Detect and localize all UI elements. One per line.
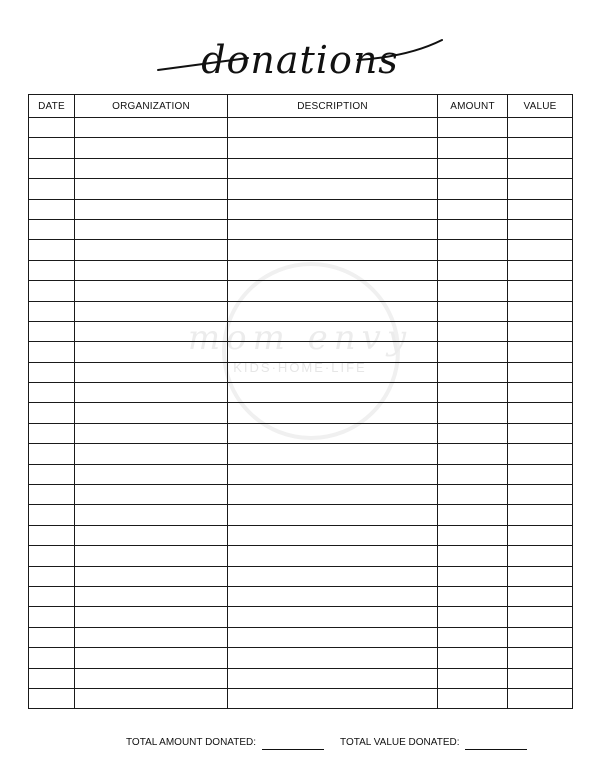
table-row [29,219,573,239]
value-cell[interactable] [508,383,573,403]
value-cell[interactable] [508,301,573,321]
organization-cell[interactable] [75,688,228,708]
value-cell[interactable] [508,688,573,708]
table-row [29,281,573,301]
date-cell[interactable] [29,423,75,443]
organization-cell[interactable] [75,158,228,178]
organization-cell[interactable] [75,321,228,341]
table-row [29,342,573,362]
donations-table [28,94,573,709]
amount-cell[interactable] [438,627,508,647]
organization-cell[interactable] [75,668,228,688]
date-cell[interactable] [29,607,75,627]
amount-cell[interactable] [438,281,508,301]
organization-cell[interactable] [75,362,228,382]
table-row [29,158,573,178]
amount-cell[interactable] [438,138,508,158]
description-cell[interactable] [228,321,438,341]
value-cell[interactable] [508,444,573,464]
date-cell[interactable] [29,301,75,321]
table-row [29,525,573,545]
organization-cell[interactable] [75,219,228,239]
description-cell[interactable] [228,301,438,321]
amount-cell[interactable] [438,546,508,566]
organization-cell[interactable] [75,179,228,199]
value-cell[interactable] [508,505,573,525]
table-row [29,383,573,403]
amount-cell[interactable] [438,118,508,138]
organization-cell[interactable] [75,444,228,464]
table-row [29,464,573,484]
organization-cell[interactable] [75,586,228,606]
value-cell[interactable] [508,321,573,341]
amount-cell[interactable] [438,444,508,464]
amount-cell[interactable] [438,668,508,688]
page-title: donations [201,38,399,82]
amount-cell[interactable] [438,607,508,627]
value-cell[interactable] [508,668,573,688]
value-cell[interactable] [508,403,573,423]
table-row [29,546,573,566]
description-cell[interactable] [228,260,438,280]
description-cell[interactable] [228,158,438,178]
table-row [29,627,573,647]
date-cell[interactable] [29,383,75,403]
date-cell[interactable] [29,199,75,219]
amount-cell[interactable] [438,464,508,484]
table-row [29,138,573,158]
description-cell[interactable] [228,525,438,545]
value-cell[interactable] [508,281,573,301]
amount-cell[interactable] [438,301,508,321]
table-row [29,321,573,341]
date-cell[interactable] [29,158,75,178]
value-cell[interactable] [508,219,573,239]
date-cell[interactable] [29,179,75,199]
description-cell[interactable] [228,607,438,627]
table-row [29,607,573,627]
description-cell[interactable] [228,423,438,443]
organization-cell[interactable] [75,485,228,505]
date-cell[interactable] [29,586,75,606]
date-cell[interactable] [29,546,75,566]
date-cell[interactable] [29,688,75,708]
organization-cell[interactable] [75,648,228,668]
organization-cell[interactable] [75,403,228,423]
description-cell[interactable] [228,485,438,505]
description-cell[interactable] [228,668,438,688]
organization-cell[interactable] [75,607,228,627]
table-row [29,118,573,138]
value-cell[interactable] [508,485,573,505]
table-row [29,566,573,586]
amount-cell[interactable] [438,485,508,505]
amount-cell[interactable] [438,566,508,586]
description-cell[interactable] [228,240,438,260]
value-cell[interactable] [508,158,573,178]
date-cell[interactable] [29,464,75,484]
date-cell[interactable] [29,525,75,545]
date-cell[interactable] [29,566,75,586]
organization-cell[interactable] [75,240,228,260]
organization-cell[interactable] [75,566,228,586]
description-cell[interactable] [228,403,438,423]
organization-cell[interactable] [75,260,228,280]
value-cell[interactable] [508,240,573,260]
date-cell[interactable] [29,240,75,260]
amount-cell[interactable] [438,260,508,280]
table-row [29,485,573,505]
table-row [29,240,573,260]
value-cell[interactable] [508,260,573,280]
organization-cell[interactable] [75,627,228,647]
value-cell[interactable] [508,138,573,158]
amount-cell[interactable] [438,688,508,708]
organization-cell[interactable] [75,342,228,362]
value-cell[interactable] [508,464,573,484]
description-cell[interactable] [228,219,438,239]
value-cell[interactable] [508,607,573,627]
column-header-amount: AMOUNT [438,95,508,118]
organization-cell[interactable] [75,423,228,443]
totals-footer [126,734,527,750]
table-row [29,362,573,382]
organization-cell[interactable] [75,118,228,138]
total-value-label: TOTAL VALUE DONATED: [340,737,460,748]
organization-cell[interactable] [75,546,228,566]
column-header-organization: ORGANIZATION [75,95,228,118]
amount-cell[interactable] [438,219,508,239]
description-cell[interactable] [228,281,438,301]
table-row [29,179,573,199]
value-cell[interactable] [508,586,573,606]
description-cell[interactable] [228,138,438,158]
organization-cell[interactable] [75,281,228,301]
total-amount-label: TOTAL AMOUNT DONATED: [126,737,257,748]
description-cell[interactable] [228,444,438,464]
date-cell[interactable] [29,362,75,382]
value-cell[interactable] [508,546,573,566]
table-row [29,403,573,423]
date-cell[interactable] [29,342,75,362]
table-row [29,688,573,708]
amount-cell[interactable] [438,648,508,668]
value-cell[interactable] [508,627,573,647]
value-cell[interactable] [508,362,573,382]
watermark-logo: mom envy [187,318,413,358]
description-cell[interactable] [228,179,438,199]
date-cell[interactable] [29,505,75,525]
date-cell[interactable] [29,219,75,239]
value-cell[interactable] [508,118,573,138]
table-row [29,648,573,668]
description-cell[interactable] [228,566,438,586]
amount-cell[interactable] [438,423,508,443]
date-cell[interactable] [29,627,75,647]
total-value-field[interactable] [465,737,527,750]
column-header-date: DATE [29,95,75,118]
table-body [29,118,573,709]
amount-cell[interactable] [438,383,508,403]
column-header-value: VALUE [508,95,573,118]
date-cell[interactable] [29,668,75,688]
table-row [29,586,573,606]
amount-cell[interactable] [438,321,508,341]
date-cell[interactable] [29,260,75,280]
description-cell[interactable] [228,586,438,606]
date-cell[interactable] [29,403,75,423]
description-cell[interactable] [228,627,438,647]
description-cell[interactable] [228,118,438,138]
date-cell[interactable] [29,118,75,138]
amount-cell[interactable] [438,525,508,545]
column-header-description: DESCRIPTION [228,95,438,118]
value-cell[interactable] [508,179,573,199]
amount-cell[interactable] [438,362,508,382]
amount-cell[interactable] [438,403,508,423]
organization-cell[interactable] [75,383,228,403]
value-cell[interactable] [508,342,573,362]
organization-cell[interactable] [75,138,228,158]
date-cell[interactable] [29,281,75,301]
total-amount-field[interactable] [262,737,324,750]
amount-cell[interactable] [438,179,508,199]
organization-cell[interactable] [75,505,228,525]
value-cell[interactable] [508,566,573,586]
amount-cell[interactable] [438,505,508,525]
table-header-row [29,95,573,118]
date-cell[interactable] [29,648,75,668]
description-cell[interactable] [228,464,438,484]
date-cell[interactable] [29,444,75,464]
table-row [29,199,573,219]
amount-cell[interactable] [438,342,508,362]
table-row [29,260,573,280]
description-cell[interactable] [228,546,438,566]
organization-cell[interactable] [75,301,228,321]
page-title-block [150,18,450,88]
value-cell[interactable] [508,525,573,545]
value-cell[interactable] [508,199,573,219]
organization-cell[interactable] [75,525,228,545]
description-cell[interactable] [228,362,438,382]
description-cell[interactable] [228,199,438,219]
organization-cell[interactable] [75,199,228,219]
organization-cell[interactable] [75,464,228,484]
date-cell[interactable] [29,321,75,341]
table-row [29,423,573,443]
description-cell[interactable] [228,505,438,525]
description-cell[interactable] [228,648,438,668]
description-cell[interactable] [228,383,438,403]
amount-cell[interactable] [438,158,508,178]
date-cell[interactable] [29,138,75,158]
amount-cell[interactable] [438,586,508,606]
amount-cell[interactable] [438,199,508,219]
amount-cell[interactable] [438,240,508,260]
description-cell[interactable] [228,342,438,362]
table-row [29,505,573,525]
table-row [29,444,573,464]
value-cell[interactable] [508,648,573,668]
table-row [29,301,573,321]
date-cell[interactable] [29,485,75,505]
watermark-tagline: KIDS·HOME·LIFE [233,360,367,375]
value-cell[interactable] [508,423,573,443]
description-cell[interactable] [228,688,438,708]
table-row [29,668,573,688]
